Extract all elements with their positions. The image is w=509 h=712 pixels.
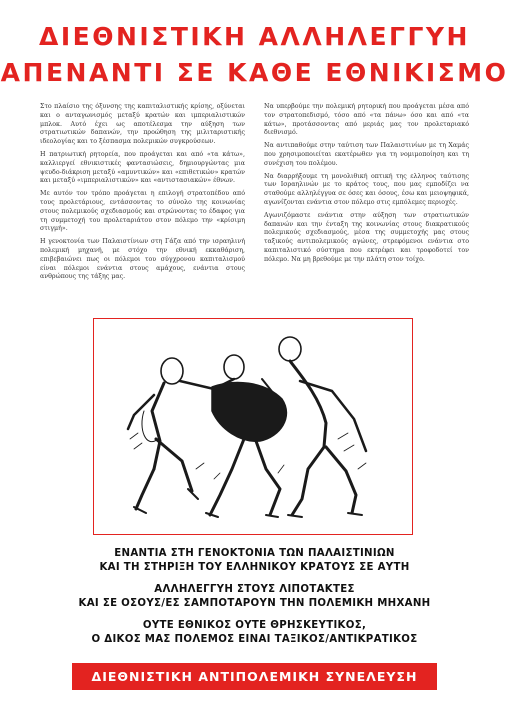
paragraph: Με αυτόν τον τρόπο προάγεται η επιλογή στρατοπέδου από τους προλετάριους, εντάσσοντας το σύνολο της κοινωνίας στους πολεμικούς σχεδιασμούς και στρώνοντας το έδαφος για τη συμμετοχή του προλεταριάτου στον πόλεμο την «κρίσιμη στιγμή».: [40, 190, 245, 233]
slogan-line: ΚΑΙ ΣΕ ΟΣΟΥΣ/ΕΣ ΣΑΜΠΟΤΑΡΟΥΝ ΤΗΝ ΠΟΛΕΜΙΚΗ ΜΗΧΑΝΗ: [78, 597, 431, 609]
text-column-right: [264, 103, 469, 269]
slogan-line: Ο ΔΙΚΟΣ ΜΑΣ ΠΟΛΕΜΟΣ ΕΙΝΑΙ ΤΑΞΙΚΟΣ/ΑΝΤΙΚΡΑΤΙΚΟΣ: [91, 633, 418, 645]
slogan-line: ΑΛΛΗΛΕΓΓΥΗ ΣΤΟΥΣ ΛΙΠΟΤΑΚΤΕΣ: [154, 584, 355, 595]
slogan-block: [0, 583, 509, 610]
paragraph: Η γενοκτονία των Παλαιστίνιων στη Γάζα από την ισραηλινή πολεμική μηχανή, με στόχο την εθνική εκκαθάριση, επιβεβαιώνει πως οι πόλεμοι του σύγχρονου καπιταλισμού είναι πόλεμοι ενάντια στους αμάχους, ενάντια στους ανθρώπους της τάξης μας.: [40, 238, 245, 281]
slogan-block: [0, 619, 509, 646]
illustration-frame: [93, 318, 413, 535]
slogan-block: [0, 547, 509, 574]
slogan-line: ΚΑΙ ΤΗ ΣΤΗΡΙΞΗ ΤΟΥ ΕΛΛΗΝΙΚΟΥ ΚΡΑΤΟΥΣ ΣΕ ΑΥΤΗ: [99, 561, 410, 573]
title-line-1: ΔΙΕΘΝΙΣΤΙΚΗ ΑΛΛΗΛΕΓΓΥΗ: [39, 22, 470, 51]
slogans: [0, 547, 509, 655]
text-column-left: [40, 103, 245, 286]
paragraph: Να διαρρήξουμε τη μονολιθική οπτική της ελληνος ταύτισης των Ισραηλινών με το κράτος τους, που μας εμποδίζει να σταθούμε αλληλέγγυα σε όσες και όσους, έσω και μειοψηφικά, αγωνίζονται ενάντια στον πόλεμο στις εμπόλεμες περιοχές.: [264, 172, 469, 206]
paragraph: Να αντιπαθούμε στην ταύτιση των Παλαιστινίων με τη Χαμάς που χρησιμοποιείται εκατέρωθεν για τη νομιμοποίηση και τη συνέχιση του πολέμου.: [264, 142, 469, 167]
paragraph: Αγωνιζόμαστε ενάντια στην αύξηση των στρατιωτικών δαπανών και την ένταξη της κοινωνίας στους διακρατικούς πολεμικούς σχεδιασμούς, μέσα της συμμετοχής μας στους ταξικούς αντιπολεμικούς αγώνες, στρεφόμενοι ενάντια στο καπιταλιστικό σύστημα που εκτρέφει και τροφοδοτεί τον πόλεμο. Να μη βρεθούμε με την πλάτη στον τοίχο.: [264, 211, 469, 263]
title-line-2: ΑΠΕΝΑΝΤΙ ΣΕ ΚΑΘΕ ΕΘΝΙΚΙΣΜΟ: [0, 58, 509, 87]
assembly-banner: ΔΙΕΘΝΙΣΤΙΚΗ ΑΝΤΙΠΟΛΕΜΙΚΗ ΣΥΝΕΛΕΥΣΗ: [72, 663, 437, 690]
paragraph: Να υπερβούμε την πολεμική ρητορική που προάγεται μέσα από τον στρατοπεδισμό, τόσο από «τα πάνω» όσο και από «τα κάτω», προτάσσοντας από μεριάς μας τον προλεταριακό διεθνισμό.: [264, 103, 469, 137]
slogan-line: ΟΥΤΕ ΕΘΝΙΚΟΣ ΟΥΤΕ ΘΡΗΣΚΕΥΤΙΚΟΣ,: [142, 620, 367, 631]
paragraph: Η πατριωτική ρητορεία, που προάγεται και από «τα κάτω», καλλιεργεί εθνικιστικές φαντασιώσεις, δημιουργώντας μια ψευδο-διάκριση μεταξύ «αμυντικών» και «επιθετικών» κρατών και μεταξύ «ιμπεριαλιστικών» και «αντιστασιακών» έθνων.: [40, 150, 245, 185]
paragraph: Στο πλαίσιο της όξυνσης της καπιταλιστικής κρίσης, οξύνεται και ο ανταγωνισμός μεταξύ κρατών και ιμπεριαλιστικών μπλοκ. Αυτό έχει ως αποτέλεσμα την αύξηση των στρατιωτικών δαπανών, την προώθηση της μιλιταριστικής ιδεολογίας και το ξέσπασμα πολεμικών συγκρούσεων.: [40, 103, 245, 146]
slogan-line: ΕΝΑΝΤΙΑ ΣΤΗ ΓΕΝΟΚΤΟΝΙΑ ΤΩΝ ΠΑΛΑΙΣΤΙΝΙΩΝ: [114, 548, 395, 559]
fighting-figures-sketch-icon: [94, 319, 412, 534]
